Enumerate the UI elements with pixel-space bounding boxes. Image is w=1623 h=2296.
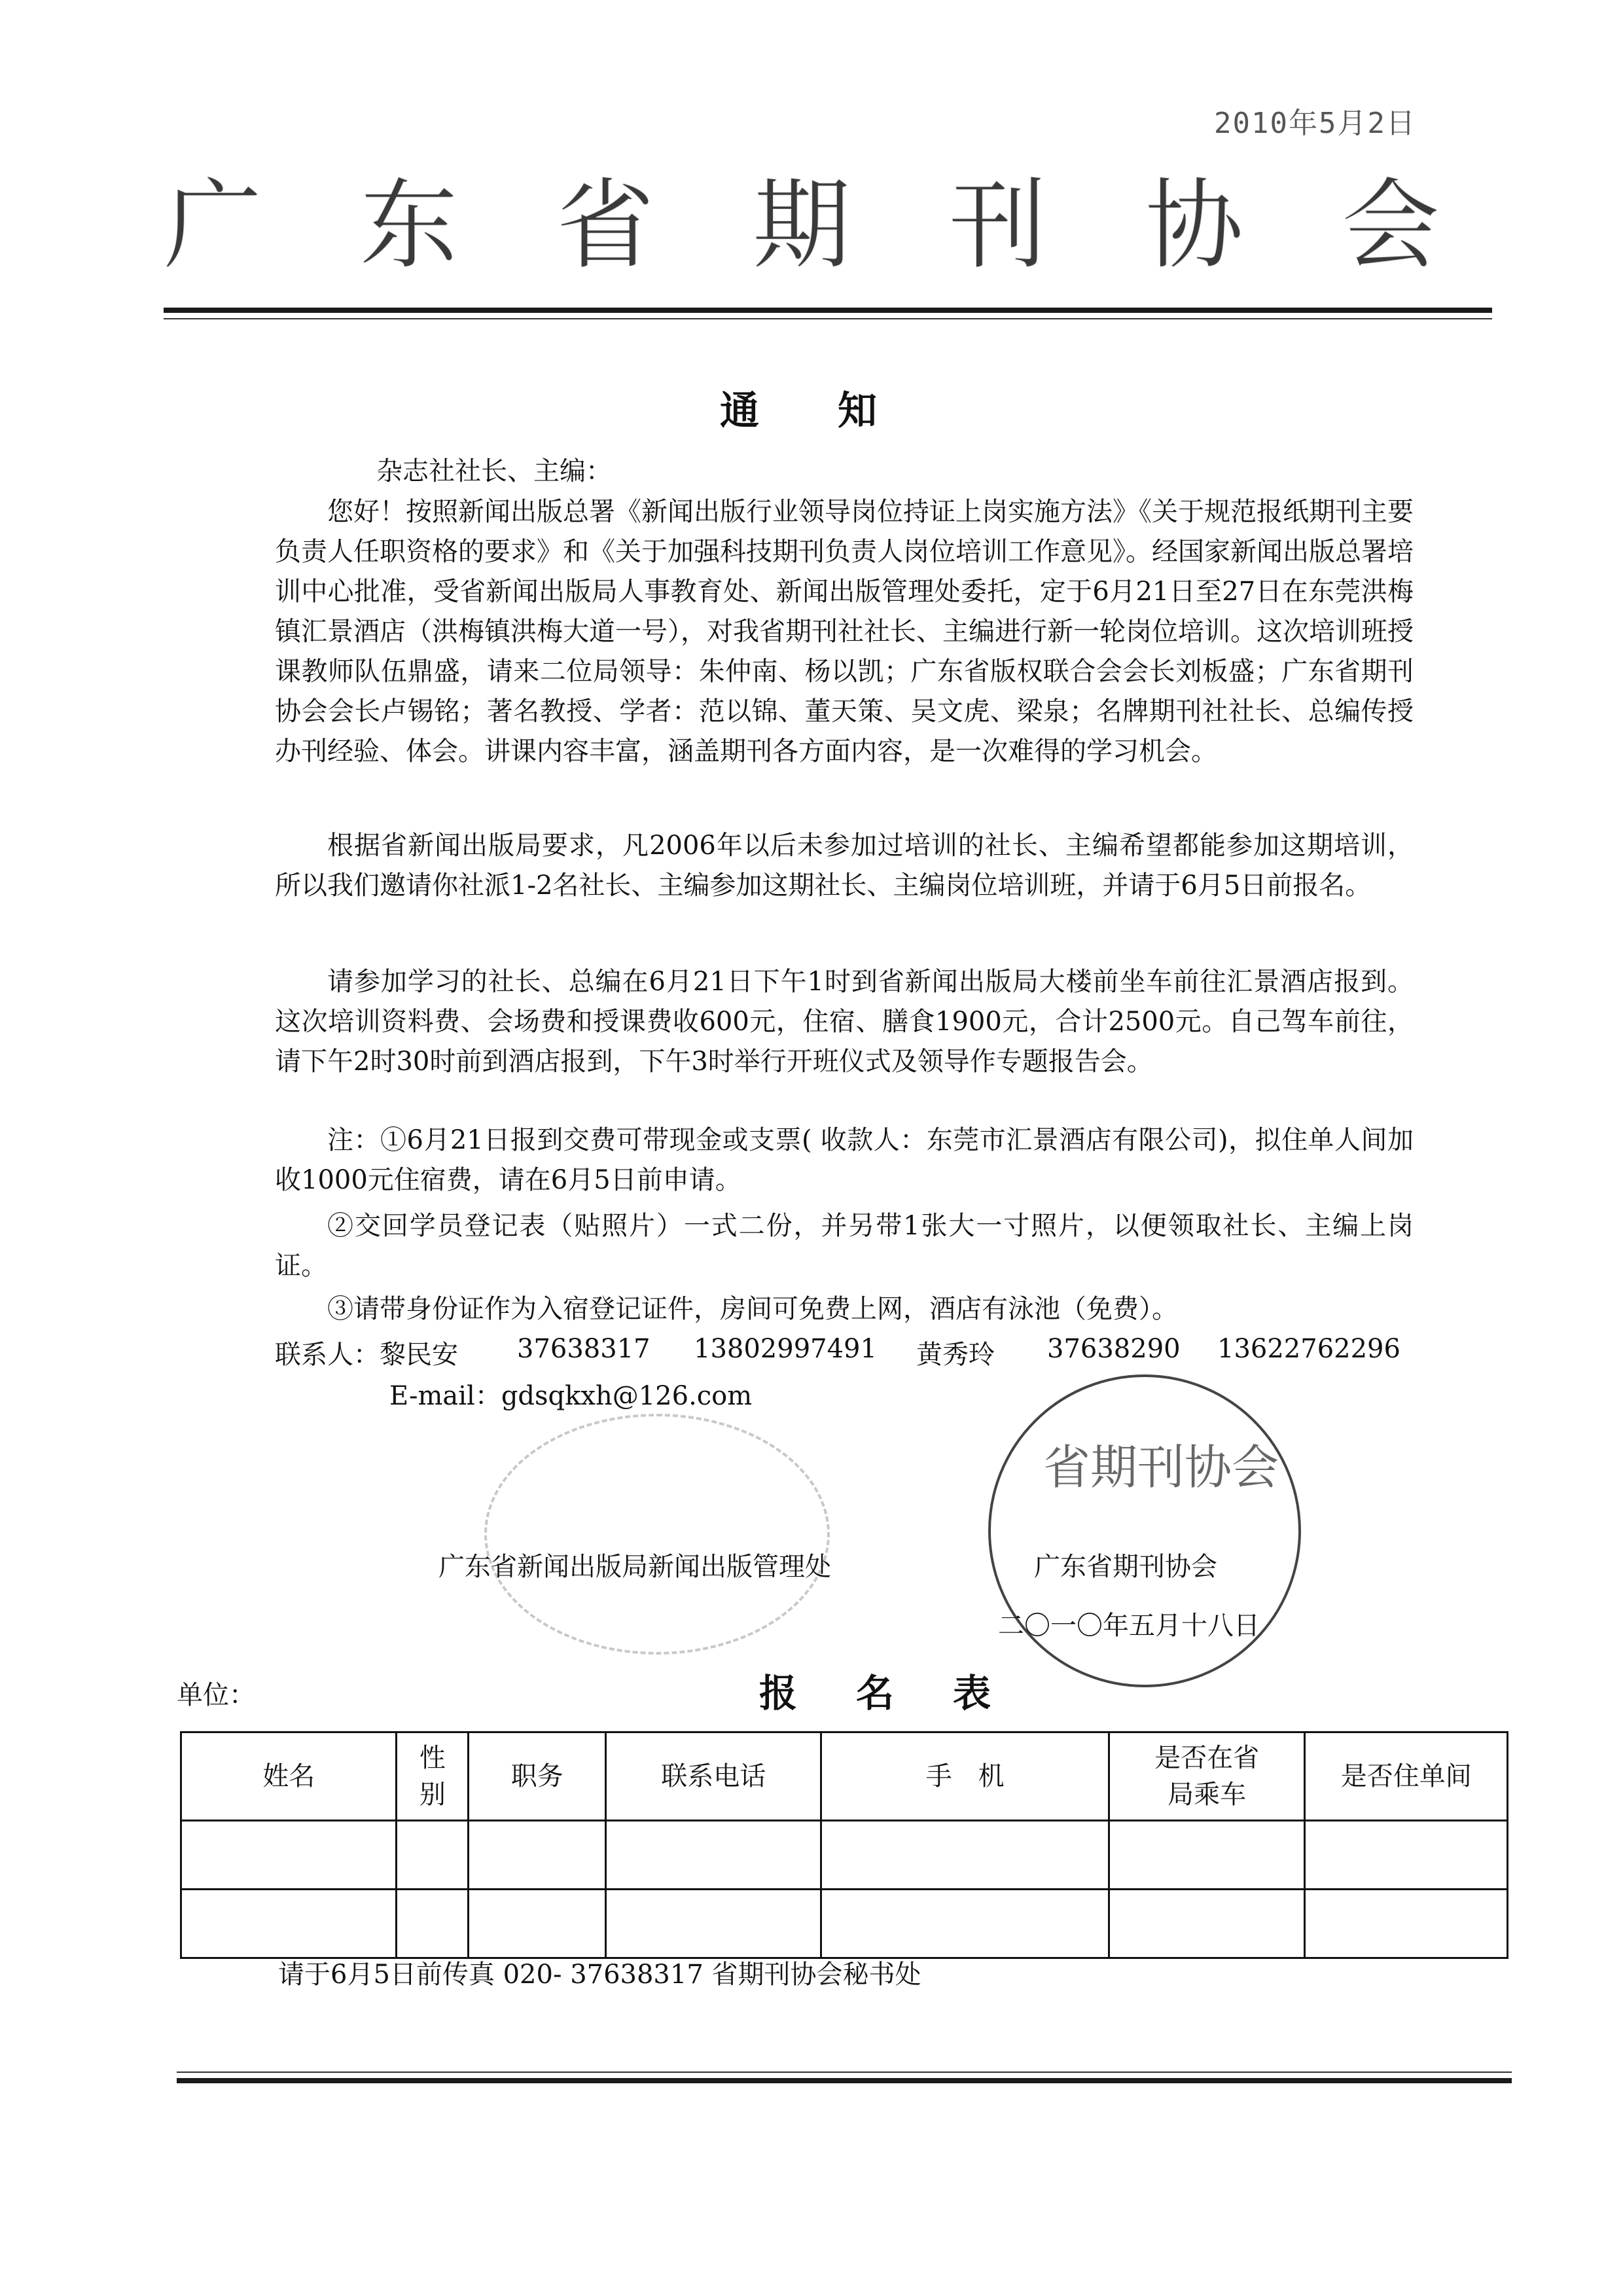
salutation: 杂志社社长、主编： [376, 456, 612, 486]
table-cell[interactable] [469, 1821, 606, 1890]
letterhead-rule-thick [164, 308, 1492, 313]
contacts-label: 联系人： [275, 1340, 380, 1370]
contact-name-1: 黎民安 [380, 1340, 458, 1370]
table-cell[interactable] [469, 1890, 606, 1958]
table-cell[interactable] [1305, 1890, 1508, 1958]
table-cell[interactable] [397, 1821, 469, 1890]
col-position: 职务 [469, 1732, 606, 1821]
col-single-room: 是否住单间 [1305, 1732, 1508, 1821]
letterhead-title [164, 169, 1440, 283]
col-mobile: 手 机 [821, 1732, 1109, 1821]
letterhead-char: 刊 [948, 169, 1047, 283]
table-cell[interactable] [181, 1890, 397, 1958]
table-header-row [181, 1732, 1508, 1821]
table-cell[interactable] [606, 1890, 821, 1958]
contact-name-2: 黄秀玲 [916, 1340, 995, 1370]
table-row [181, 1890, 1508, 1958]
issuer-right: 广东省期刊协会 [1034, 1552, 1217, 1582]
col-name: 姓名 [181, 1732, 397, 1821]
table-cell[interactable] [821, 1890, 1109, 1958]
received-date-stamp: 2010年5月2日 [1214, 107, 1416, 140]
letterhead-char: 省 [556, 169, 654, 283]
table-cell[interactable] [606, 1821, 821, 1890]
contacts-line [275, 1334, 1427, 1371]
letterhead-char: 协 [1145, 169, 1243, 283]
table-cell[interactable] [1109, 1890, 1305, 1958]
contact-email: E-mail：gdsqkxh@126.com [389, 1381, 753, 1411]
seal-text: 省期刊协会 [1043, 1440, 1279, 1495]
paragraph-3: 请参加学习的社长、总编在6月21日下午1时到省新闻出版局大楼前坐车前往汇景酒店报到。这次培训资料费、会场费和授课费收600元，住宿、膳食1900元，合计2500元。自己驾车前往，请下午2时30时前到酒店报到，下午3时举行开班仪式及领导作专题报告会。 [275, 967, 1414, 1077]
contact-mobile-2: 13622762296 [1217, 1334, 1400, 1364]
letterhead-char: 会 [1341, 169, 1440, 283]
paragraph-2: 根据省新闻出版局要求，凡2006年以后未参加过培训的社长、主编希望都能参加这期培训，所以我们邀请你社派1-2名社长、主编参加这期社长、主编岗位培训班，并请于6月5日前报名。 [275, 831, 1414, 901]
note-1: 注：①6月21日报到交费可带现金或支票( 收款人：东莞市汇景酒店有限公司)，拟住单人间加收1000元住宿费，请在6月5日前申请。 [275, 1125, 1414, 1195]
letterhead-char: 期 [752, 169, 851, 283]
issuer-left: 广东省新闻出版局新闻出版管理处 [438, 1552, 831, 1582]
footer-rule-thin [177, 2072, 1512, 2073]
letterhead-char: 广 [164, 169, 262, 283]
col-gender: 性别 [397, 1732, 469, 1821]
issue-date: 二〇一〇年五月十八日 [998, 1611, 1260, 1641]
table-cell[interactable] [1109, 1821, 1305, 1890]
note-2: ②交回学员登记表（贴照片）一式二份，并另带1张大一寸照片，以便领取社长、主编上岗证。 [275, 1211, 1414, 1281]
contact-phone-1: 37638317 [517, 1334, 651, 1364]
contact-phone-2: 37638290 [1047, 1334, 1181, 1364]
fax-footnote: 请于6月5日前传真 020- 37638317 省期刊协会秘书处 [278, 1960, 921, 1990]
letterhead-char: 东 [359, 169, 458, 283]
col-bus: 是否在省局乘车 [1109, 1732, 1305, 1821]
paragraph-1: 您好！按照新闻出版总署《新闻出版行业领导岗位持证上岗实施方法》《关于规范报纸期刊主要负责人任职资格的要求》和《关于加强科技期刊负责人岗位培训工作意见》。经国家新闻出版总署培训中心批准，受省新闻出版局人事教育处、新闻出版管理处委托，定于6月21日至27日在东莞洪梅镇汇景酒店（洪梅镇洪梅大道一号），对我省期刊社社长、主编进行新一轮岗位培训。这次培训班授课教师队伍鼎盛，请来二位局领导：朱仲南、杨以凯；广东省版权联合会会长刘板盛；广东省期刊协会会长卢锡铭；著名教授、学者：范以锦、董天策、吴文虎、梁泉；名牌期刊社社长、总编传授办刊经验、体会。讲课内容丰富，涵盖期刊各方面内容，是一次难得的学习机会。 [275, 497, 1414, 766]
registration-title: 报名表 [759, 1671, 1050, 1715]
footer-rule-thick [177, 2078, 1512, 2083]
table-row [181, 1821, 1508, 1890]
registration-table [180, 1731, 1508, 1959]
notice-title: 通知 [720, 388, 955, 434]
table-cell[interactable] [181, 1821, 397, 1890]
official-seal-left [484, 1414, 830, 1655]
letterhead-rule-thin [164, 318, 1492, 319]
table-cell[interactable] [1305, 1821, 1508, 1890]
note-3: ③请带身份证作为入宿登记证件，房间可免费上网，酒店有泳池（免费）。 [327, 1294, 1178, 1324]
col-phone: 联系电话 [606, 1732, 821, 1821]
contact-mobile-1: 13802997491 [694, 1334, 877, 1364]
table-cell[interactable] [397, 1890, 469, 1958]
table-cell[interactable] [821, 1821, 1109, 1890]
unit-label: 单位： [177, 1680, 255, 1710]
